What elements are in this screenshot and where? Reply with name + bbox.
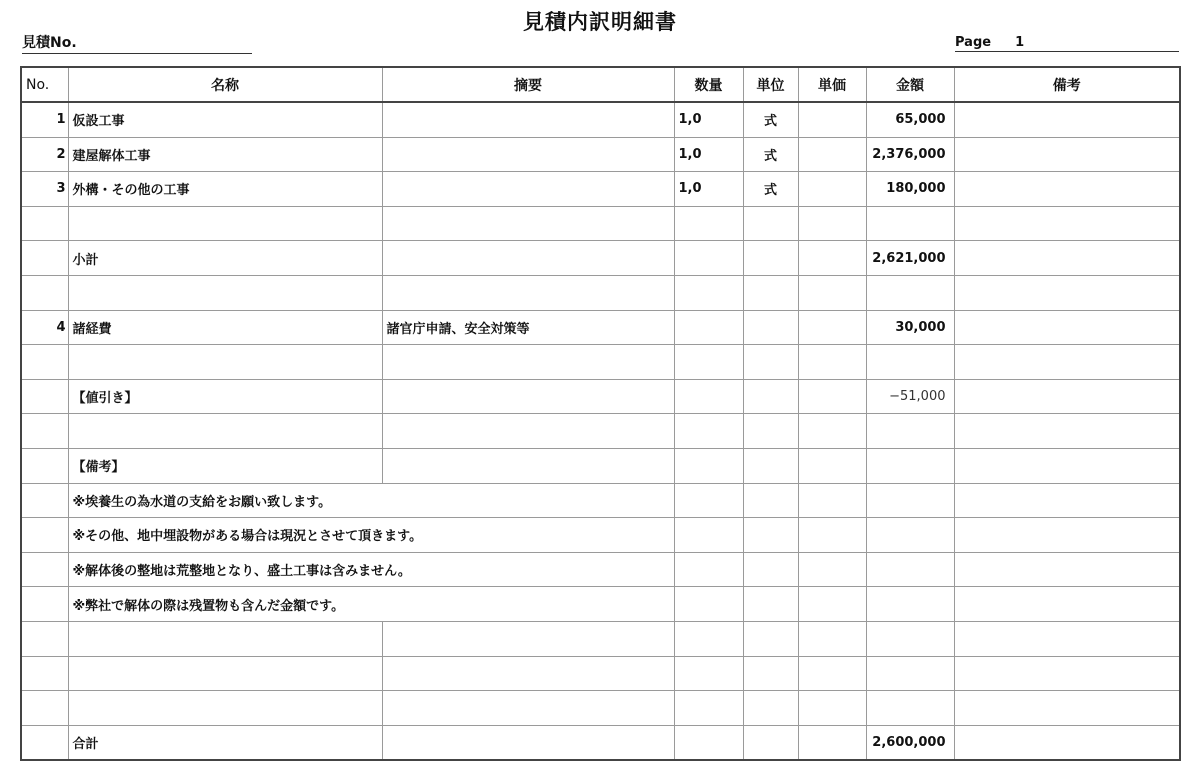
cell-price	[798, 725, 866, 760]
cell-summary	[382, 656, 674, 691]
cell-unit	[743, 241, 798, 276]
cell-summary	[382, 379, 674, 414]
cell-summary	[382, 414, 674, 449]
page-value: 1	[1015, 35, 1025, 50]
cell-amount: 2,600,000	[866, 725, 954, 760]
cell-unit	[743, 345, 798, 380]
cell-no: 3	[21, 172, 68, 207]
cell-qty	[674, 691, 743, 726]
cell-remarks	[954, 518, 1180, 553]
cell-summary	[382, 621, 674, 656]
cell-qty	[674, 656, 743, 691]
col-qty: 数量	[674, 67, 743, 102]
cell-remarks	[954, 656, 1180, 691]
cell-price	[798, 206, 866, 241]
cell-remarks	[954, 621, 1180, 656]
cell-price	[798, 345, 866, 380]
cell-qty	[674, 310, 743, 345]
cell-qty	[674, 621, 743, 656]
cell-amount	[866, 691, 954, 726]
col-summary: 摘要	[382, 67, 674, 102]
cell-remarks	[954, 448, 1180, 483]
note-row	[21, 518, 1180, 553]
cell-price	[798, 483, 866, 518]
cell-no	[21, 691, 68, 726]
cell-name: 仮設工事	[68, 102, 382, 137]
cell-price	[798, 414, 866, 449]
cell-no	[21, 275, 68, 310]
cell-name	[68, 621, 382, 656]
cell-no	[21, 587, 68, 622]
cell-amount: 30,000	[866, 310, 954, 345]
cell-unit	[743, 379, 798, 414]
cell-unit	[743, 448, 798, 483]
cell-qty: 1,0	[674, 137, 743, 172]
table-row	[21, 137, 1180, 172]
cell-unit: 式	[743, 137, 798, 172]
cell-amount: 2,376,000	[866, 137, 954, 172]
col-remarks: 備考	[954, 67, 1180, 102]
cell-name	[68, 275, 382, 310]
cell-remarks	[954, 241, 1180, 276]
cell-remarks	[954, 137, 1180, 172]
cell-remarks	[954, 345, 1180, 380]
cell-amount	[866, 206, 954, 241]
table-row	[21, 379, 1180, 414]
cell-remarks	[954, 379, 1180, 414]
cell-name	[68, 345, 382, 380]
cell-summary	[382, 448, 674, 483]
cell-qty	[674, 483, 743, 518]
cell-name: 外構・その他の工事	[68, 172, 382, 207]
cell-no	[21, 448, 68, 483]
cell-price	[798, 587, 866, 622]
cell-qty: 1,0	[674, 172, 743, 207]
cell-no	[21, 414, 68, 449]
cell-unit	[743, 691, 798, 726]
cell-name: 合計	[68, 725, 382, 760]
cell-amount	[866, 656, 954, 691]
cell-qty	[674, 725, 743, 760]
cell-qty	[674, 206, 743, 241]
cell-price	[798, 691, 866, 726]
table-row	[21, 310, 1180, 345]
cell-remarks	[954, 552, 1180, 587]
cell-name	[68, 414, 382, 449]
cell-summary	[382, 241, 674, 276]
col-name: 名称	[68, 67, 382, 102]
cell-amount	[866, 552, 954, 587]
table-row	[21, 414, 1180, 449]
note-row	[21, 587, 1180, 622]
cell-summary	[382, 275, 674, 310]
cell-price	[798, 310, 866, 345]
col-amount: 金額	[866, 67, 954, 102]
cell-qty	[674, 379, 743, 414]
page-label: Page	[955, 35, 992, 50]
cell-unit	[743, 206, 798, 241]
cell-no: 1	[21, 102, 68, 137]
cell-amount	[866, 275, 954, 310]
cell-no: 4	[21, 310, 68, 345]
cell-remarks	[954, 206, 1180, 241]
cell-qty	[674, 448, 743, 483]
cell-amount	[866, 621, 954, 656]
cell-price	[798, 621, 866, 656]
cell-unit	[743, 725, 798, 760]
cell-qty	[674, 518, 743, 553]
cell-remarks	[954, 172, 1180, 207]
cell-name	[68, 691, 382, 726]
cell-amount: 65,000	[866, 102, 954, 137]
cell-unit	[743, 275, 798, 310]
cell-remarks	[954, 414, 1180, 449]
cell-unit	[743, 656, 798, 691]
cell-no	[21, 345, 68, 380]
cell-name: 【値引き】	[68, 379, 382, 414]
cell-summary	[382, 206, 674, 241]
cell-name	[68, 656, 382, 691]
table-row	[21, 448, 1180, 483]
note-text: ※解体後の整地は荒整地となり、盛土工事は含みません。	[68, 552, 674, 587]
cell-no	[21, 379, 68, 414]
cell-remarks	[954, 691, 1180, 726]
cell-name: 小計	[68, 241, 382, 276]
cell-amount: −51,000	[866, 379, 954, 414]
cell-qty	[674, 414, 743, 449]
cell-summary	[382, 102, 674, 137]
cell-amount: 2,621,000	[866, 241, 954, 276]
cell-name: 【備考】	[68, 448, 382, 483]
cell-no	[21, 621, 68, 656]
table-row	[21, 345, 1180, 380]
cell-unit: 式	[743, 102, 798, 137]
cell-qty	[674, 587, 743, 622]
cell-price	[798, 552, 866, 587]
cell-no	[21, 483, 68, 518]
cell-amount	[866, 483, 954, 518]
col-unit: 単位	[743, 67, 798, 102]
cell-summary: 諸官庁申請、安全対策等	[382, 310, 674, 345]
document-title: 見積内訳明細書	[523, 10, 677, 34]
cell-price	[798, 137, 866, 172]
cell-remarks	[954, 725, 1180, 760]
cell-unit	[743, 621, 798, 656]
cell-price	[798, 448, 866, 483]
cell-unit	[743, 310, 798, 345]
cell-unit	[743, 414, 798, 449]
cell-qty	[674, 275, 743, 310]
note-row	[21, 483, 1180, 518]
cell-qty	[674, 241, 743, 276]
table-row	[21, 206, 1180, 241]
cell-no	[21, 518, 68, 553]
cell-no	[21, 206, 68, 241]
estimate-number-field: 見積No.	[22, 32, 252, 54]
cell-price	[798, 656, 866, 691]
table-row	[21, 691, 1180, 726]
cell-amount	[866, 345, 954, 380]
cell-remarks	[954, 102, 1180, 137]
cell-unit	[743, 518, 798, 553]
cell-summary	[382, 345, 674, 380]
cell-remarks	[954, 275, 1180, 310]
page-number	[955, 35, 1179, 52]
cell-no	[21, 241, 68, 276]
cell-price	[798, 518, 866, 553]
table-row	[21, 172, 1180, 207]
cell-unit	[743, 587, 798, 622]
table-row	[21, 656, 1180, 691]
cell-unit: 式	[743, 172, 798, 207]
note-text: ※その他、地中埋設物がある場合は現況とさせて頂きます。	[68, 518, 674, 553]
cell-amount	[866, 518, 954, 553]
cell-name: 諸経費	[68, 310, 382, 345]
table-row	[21, 241, 1180, 276]
cell-price	[798, 172, 866, 207]
note-row	[21, 552, 1180, 587]
cell-summary	[382, 137, 674, 172]
cell-summary	[382, 725, 674, 760]
note-text: ※弊社で解体の際は残置物も含んだ金額です。	[68, 587, 674, 622]
table-row	[21, 621, 1180, 656]
cell-amount	[866, 587, 954, 622]
cell-no	[21, 725, 68, 760]
cell-price	[798, 241, 866, 276]
cell-qty	[674, 345, 743, 380]
cell-name	[68, 206, 382, 241]
cell-no	[21, 552, 68, 587]
cell-price	[798, 379, 866, 414]
cell-qty	[674, 552, 743, 587]
table-row	[21, 102, 1180, 137]
cell-remarks	[954, 310, 1180, 345]
cell-amount	[866, 448, 954, 483]
note-text: ※埃養生の為水道の支給をお願い致します。	[68, 483, 674, 518]
cell-remarks	[954, 483, 1180, 518]
header-row	[21, 67, 1180, 102]
cell-price	[798, 102, 866, 137]
cell-name: 建屋解体工事	[68, 137, 382, 172]
table-row	[21, 275, 1180, 310]
cell-summary	[382, 172, 674, 207]
col-no: No.	[21, 67, 68, 102]
cell-unit	[743, 483, 798, 518]
cell-qty: 1,0	[674, 102, 743, 137]
cell-summary	[382, 691, 674, 726]
col-price: 単価	[798, 67, 866, 102]
total-row	[21, 725, 1180, 760]
cell-no	[21, 656, 68, 691]
cell-amount	[866, 414, 954, 449]
cell-amount: 180,000	[866, 172, 954, 207]
estimate-detail-table	[20, 66, 1181, 761]
cell-price	[798, 275, 866, 310]
cell-unit	[743, 552, 798, 587]
cell-no: 2	[21, 137, 68, 172]
cell-remarks	[954, 587, 1180, 622]
